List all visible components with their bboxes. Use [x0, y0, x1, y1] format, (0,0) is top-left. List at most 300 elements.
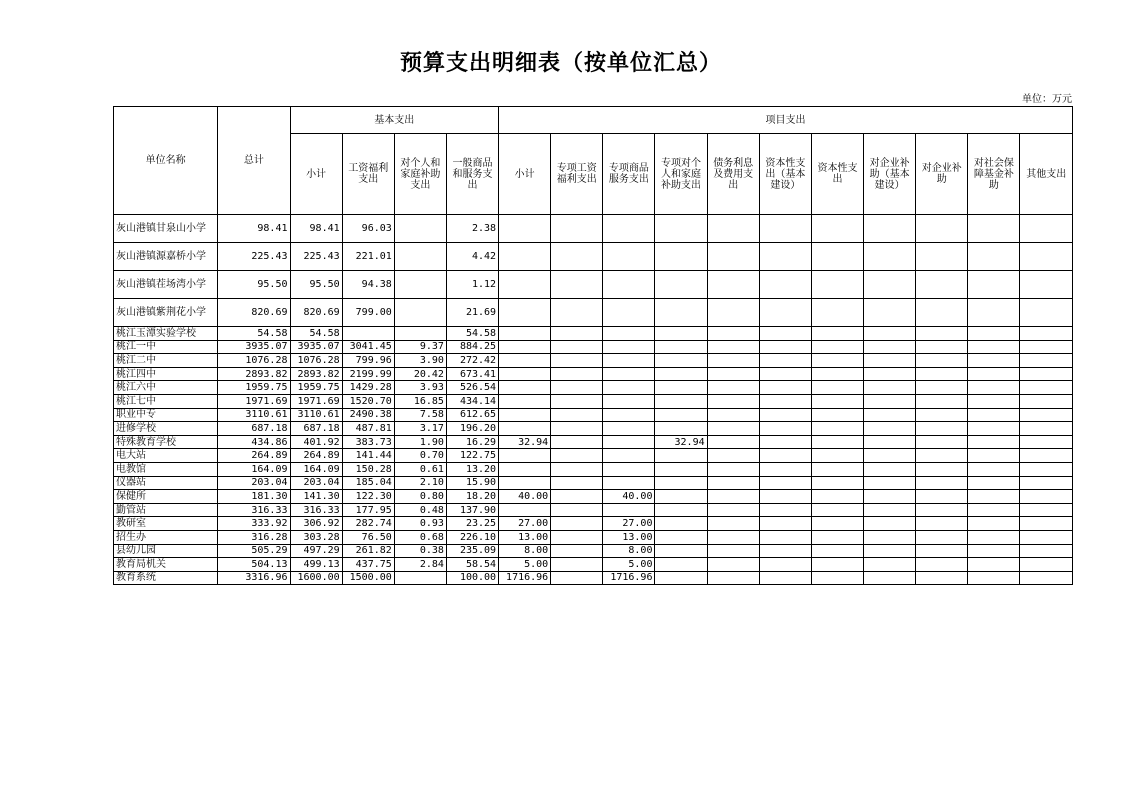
cell-value — [759, 340, 811, 354]
header-basic-goods-services: 一般商品和服务支出 — [446, 134, 498, 215]
cell-value — [864, 327, 916, 341]
header-project-household-subsidy: 专项对个人和家庭补助支出 — [655, 134, 707, 215]
cell-value: 3316.96 — [218, 571, 290, 585]
cell-value — [811, 435, 863, 449]
cell-value — [655, 354, 707, 368]
budget-table — [113, 106, 1073, 585]
cell-value: 7.58 — [394, 408, 446, 422]
cell-value: 1076.28 — [290, 354, 342, 368]
cell-value — [655, 327, 707, 341]
cell-value — [1020, 394, 1073, 408]
cell-value — [1020, 408, 1073, 422]
cell-value — [916, 215, 968, 243]
cell-value: 820.69 — [290, 299, 342, 327]
cell-value — [551, 490, 603, 504]
cell-value: 2490.38 — [342, 408, 394, 422]
cell-value — [342, 327, 394, 341]
header-project-debt-interest: 债务利息及费用支出 — [707, 134, 759, 215]
cell-value — [603, 408, 655, 422]
table-row — [114, 327, 1073, 341]
cell-value — [499, 367, 551, 381]
cell-value — [864, 558, 916, 572]
cell-value — [968, 449, 1020, 463]
cell-value: 225.43 — [218, 243, 290, 271]
cell-value — [707, 408, 759, 422]
cell-value: 316.33 — [218, 503, 290, 517]
cell-value: 264.89 — [218, 449, 290, 463]
cell-value: 8.00 — [499, 544, 551, 558]
cell-value: 0.70 — [394, 449, 446, 463]
cell-value: 3.17 — [394, 422, 446, 436]
cell-value: 0.48 — [394, 503, 446, 517]
cell-value — [655, 243, 707, 271]
cell-value: 303.28 — [290, 530, 342, 544]
cell-value: 185.04 — [342, 476, 394, 490]
cell-value: 2.84 — [394, 558, 446, 572]
cell-value — [864, 462, 916, 476]
cell-value — [968, 517, 1020, 531]
cell-value — [916, 394, 968, 408]
cell-value — [968, 571, 1020, 585]
cell-value: 54.58 — [446, 327, 498, 341]
cell-value — [707, 449, 759, 463]
cell-value — [759, 490, 811, 504]
table-row — [114, 422, 1073, 436]
cell-value — [603, 340, 655, 354]
cell-value — [707, 558, 759, 572]
cell-value — [499, 215, 551, 243]
cell-value: 505.29 — [218, 544, 290, 558]
cell-value — [707, 215, 759, 243]
cell-value: 401.92 — [290, 435, 342, 449]
table-body — [114, 215, 1073, 585]
cell-value — [1020, 462, 1073, 476]
cell-value: 137.90 — [446, 503, 498, 517]
cell-value — [811, 327, 863, 341]
table-row — [114, 243, 1073, 271]
table-row — [114, 340, 1073, 354]
cell-value — [968, 530, 1020, 544]
table-row — [114, 490, 1073, 504]
cell-value — [707, 490, 759, 504]
cell-value — [655, 394, 707, 408]
cell-value: 316.28 — [218, 530, 290, 544]
cell-value — [968, 327, 1020, 341]
cell-value — [759, 476, 811, 490]
cell-value — [655, 462, 707, 476]
cell-value: 526.54 — [446, 381, 498, 395]
cell-value: 58.54 — [446, 558, 498, 572]
cell-value: 0.61 — [394, 462, 446, 476]
cell-value — [1020, 271, 1073, 299]
cell-value — [1020, 558, 1073, 572]
cell-value — [864, 354, 916, 368]
cell-value: 499.13 — [290, 558, 342, 572]
cell-value — [655, 530, 707, 544]
cell-value — [811, 367, 863, 381]
cell-value: 94.38 — [342, 271, 394, 299]
cell-value: 1520.70 — [342, 394, 394, 408]
cell-value — [1020, 215, 1073, 243]
cell-value: 4.42 — [446, 243, 498, 271]
cell-value — [499, 299, 551, 327]
cell-value: 54.58 — [218, 327, 290, 341]
cell-value — [499, 271, 551, 299]
cell-unit-name: 灰山港镇源嘉桥小学 — [114, 243, 218, 271]
cell-value — [968, 299, 1020, 327]
cell-value — [707, 243, 759, 271]
cell-value — [603, 394, 655, 408]
cell-value: 3110.61 — [290, 408, 342, 422]
cell-value — [968, 243, 1020, 271]
cell-value — [603, 449, 655, 463]
cell-value — [968, 354, 1020, 368]
cell-value — [811, 354, 863, 368]
cell-value — [864, 422, 916, 436]
cell-value — [759, 571, 811, 585]
cell-value: 95.50 — [218, 271, 290, 299]
cell-value — [655, 558, 707, 572]
cell-value — [916, 476, 968, 490]
table-row — [114, 394, 1073, 408]
cell-value — [916, 243, 968, 271]
cell-value — [811, 462, 863, 476]
cell-value — [864, 517, 916, 531]
cell-value — [551, 327, 603, 341]
table-header — [114, 107, 1073, 215]
cell-value — [864, 503, 916, 517]
cell-value: 32.94 — [499, 435, 551, 449]
cell-value — [1020, 243, 1073, 271]
cell-value — [759, 354, 811, 368]
cell-value: 2893.82 — [290, 367, 342, 381]
cell-value — [759, 243, 811, 271]
cell-value: 264.89 — [290, 449, 342, 463]
cell-value — [551, 340, 603, 354]
cell-value — [916, 503, 968, 517]
cell-value: 177.95 — [342, 503, 394, 517]
cell-value: 1429.28 — [342, 381, 394, 395]
cell-value — [864, 476, 916, 490]
cell-value — [1020, 449, 1073, 463]
header-project-capital: 资本性支出 — [811, 134, 863, 215]
table-row — [114, 462, 1073, 476]
cell-value — [707, 544, 759, 558]
cell-value: 437.75 — [342, 558, 394, 572]
cell-value — [394, 327, 446, 341]
cell-value — [551, 271, 603, 299]
header-project-goods-services: 专项商品服务支出 — [603, 134, 655, 215]
cell-value — [1020, 367, 1073, 381]
cell-value — [864, 408, 916, 422]
cell-value: 3935.07 — [218, 340, 290, 354]
cell-value — [655, 367, 707, 381]
cell-value: 16.85 — [394, 394, 446, 408]
cell-value: 687.18 — [290, 422, 342, 436]
cell-value: 1600.00 — [290, 571, 342, 585]
cell-value — [655, 476, 707, 490]
cell-value — [864, 243, 916, 271]
cell-value — [759, 394, 811, 408]
cell-value: 5.00 — [603, 558, 655, 572]
cell-value: 2199.99 — [342, 367, 394, 381]
header-project-enterprise-subsidy: 对企业补助 — [916, 134, 968, 215]
cell-value — [551, 517, 603, 531]
cell-value: 40.00 — [499, 490, 551, 504]
cell-value — [968, 271, 1020, 299]
cell-value — [916, 449, 968, 463]
cell-unit-name: 电教馆 — [114, 462, 218, 476]
cell-value — [811, 408, 863, 422]
cell-value — [655, 299, 707, 327]
cell-value — [655, 408, 707, 422]
cell-value — [811, 571, 863, 585]
table-row — [114, 299, 1073, 327]
cell-unit-name: 电大站 — [114, 449, 218, 463]
cell-value — [916, 327, 968, 341]
cell-value — [968, 215, 1020, 243]
cell-value: 1500.00 — [342, 571, 394, 585]
cell-value: 8.00 — [603, 544, 655, 558]
cell-value — [655, 490, 707, 504]
cell-value: 383.73 — [342, 435, 394, 449]
cell-value — [603, 243, 655, 271]
cell-value — [968, 340, 1020, 354]
cell-value: 820.69 — [218, 299, 290, 327]
cell-value: 487.81 — [342, 422, 394, 436]
cell-value — [1020, 503, 1073, 517]
table-row — [114, 215, 1073, 243]
cell-value — [551, 381, 603, 395]
cell-value — [551, 394, 603, 408]
cell-unit-name: 教育局机关 — [114, 558, 218, 572]
cell-value — [394, 215, 446, 243]
cell-value — [551, 367, 603, 381]
cell-value — [499, 394, 551, 408]
cell-value: 27.00 — [499, 517, 551, 531]
cell-value — [707, 503, 759, 517]
cell-value — [916, 517, 968, 531]
cell-value — [811, 490, 863, 504]
cell-value — [655, 215, 707, 243]
table-row — [114, 449, 1073, 463]
cell-value — [759, 558, 811, 572]
cell-value — [916, 299, 968, 327]
cell-value — [759, 422, 811, 436]
cell-value — [759, 462, 811, 476]
cell-unit-name: 教研室 — [114, 517, 218, 531]
cell-value: 1716.96 — [499, 571, 551, 585]
cell-unit-name: 桃江六中 — [114, 381, 218, 395]
cell-value: 226.10 — [446, 530, 498, 544]
cell-value: 15.90 — [446, 476, 498, 490]
header-project-wages: 专项工资福利支出 — [551, 134, 603, 215]
cell-value — [707, 271, 759, 299]
cell-value — [499, 243, 551, 271]
cell-value — [968, 422, 1020, 436]
cell-value: 54.58 — [290, 327, 342, 341]
cell-value — [864, 381, 916, 395]
cell-value — [968, 367, 1020, 381]
cell-value — [968, 408, 1020, 422]
cell-value: 98.41 — [218, 215, 290, 243]
header-basic-household-subsidy: 对个人和家庭补助支出 — [394, 134, 446, 215]
cell-value — [968, 503, 1020, 517]
cell-value — [551, 558, 603, 572]
cell-value — [916, 558, 968, 572]
cell-value — [864, 367, 916, 381]
cell-value — [603, 215, 655, 243]
cell-value: 504.13 — [218, 558, 290, 572]
cell-value — [707, 530, 759, 544]
cell-value — [603, 462, 655, 476]
cell-value: 5.00 — [499, 558, 551, 572]
cell-value: 13.00 — [603, 530, 655, 544]
cell-value — [759, 435, 811, 449]
table-row — [114, 544, 1073, 558]
cell-value: 16.29 — [446, 435, 498, 449]
cell-value — [551, 243, 603, 271]
cell-value — [968, 544, 1020, 558]
cell-value — [394, 299, 446, 327]
cell-value: 150.28 — [342, 462, 394, 476]
cell-value — [499, 503, 551, 517]
cell-value — [655, 381, 707, 395]
cell-value: 306.92 — [290, 517, 342, 531]
cell-value: 2.38 — [446, 215, 498, 243]
header-basic-wages: 工资福利支出 — [342, 134, 394, 215]
unit-label: 单位：万元 — [1022, 94, 1072, 105]
cell-value — [811, 449, 863, 463]
cell-value: 95.50 — [290, 271, 342, 299]
table-row — [114, 558, 1073, 572]
cell-value — [603, 354, 655, 368]
cell-value: 434.86 — [218, 435, 290, 449]
cell-value: 13.20 — [446, 462, 498, 476]
cell-value — [968, 490, 1020, 504]
cell-value: 181.30 — [218, 490, 290, 504]
cell-value — [655, 503, 707, 517]
cell-value — [499, 476, 551, 490]
table-row — [114, 367, 1073, 381]
cell-value: 1076.28 — [218, 354, 290, 368]
cell-value — [916, 408, 968, 422]
cell-unit-name: 进修学校 — [114, 422, 218, 436]
cell-value — [811, 394, 863, 408]
cell-value — [864, 490, 916, 504]
cell-value — [1020, 381, 1073, 395]
cell-value — [759, 271, 811, 299]
cell-value — [551, 462, 603, 476]
cell-value — [499, 381, 551, 395]
cell-unit-name: 灰山港镇茬场湾小学 — [114, 271, 218, 299]
cell-value: 122.30 — [342, 490, 394, 504]
cell-value: 27.00 — [603, 517, 655, 531]
cell-value — [655, 271, 707, 299]
cell-value — [707, 354, 759, 368]
cell-value — [707, 422, 759, 436]
cell-value — [551, 503, 603, 517]
cell-value: 20.42 — [394, 367, 446, 381]
header-project-enterprise-construction: 对企业补助（基本建设） — [864, 134, 916, 215]
cell-unit-name: 桃江七中 — [114, 394, 218, 408]
cell-value — [655, 340, 707, 354]
header-project-capital-construction: 资本性支出（基本建设） — [759, 134, 811, 215]
cell-value: 673.41 — [446, 367, 498, 381]
cell-value: 1.12 — [446, 271, 498, 299]
cell-value: 141.44 — [342, 449, 394, 463]
cell-value: 221.01 — [342, 243, 394, 271]
table-row — [114, 517, 1073, 531]
cell-value: 1716.96 — [603, 571, 655, 585]
cell-value — [551, 476, 603, 490]
cell-value — [551, 544, 603, 558]
cell-value — [707, 394, 759, 408]
table-row — [114, 354, 1073, 368]
cell-value — [864, 299, 916, 327]
cell-value: 612.65 — [446, 408, 498, 422]
cell-value — [759, 299, 811, 327]
cell-value — [1020, 422, 1073, 436]
cell-value — [707, 517, 759, 531]
cell-value — [916, 340, 968, 354]
cell-value — [1020, 340, 1073, 354]
page-title: 预算支出明细表（按单位汇总） — [399, 50, 722, 76]
cell-value — [916, 571, 968, 585]
cell-value — [499, 422, 551, 436]
cell-value — [603, 327, 655, 341]
table-row — [114, 271, 1073, 299]
cell-value: 3110.61 — [218, 408, 290, 422]
cell-value — [864, 449, 916, 463]
cell-value — [916, 422, 968, 436]
cell-value — [499, 408, 551, 422]
cell-value — [1020, 544, 1073, 558]
cell-unit-name: 职业中专 — [114, 408, 218, 422]
cell-value — [394, 271, 446, 299]
cell-unit-name: 招生办 — [114, 530, 218, 544]
cell-value — [707, 367, 759, 381]
cell-value — [603, 503, 655, 517]
cell-value: 96.03 — [342, 215, 394, 243]
cell-value — [811, 381, 863, 395]
cell-value: 333.92 — [218, 517, 290, 531]
cell-value: 40.00 — [603, 490, 655, 504]
cell-value — [551, 215, 603, 243]
table-row — [114, 571, 1073, 585]
cell-value: 0.80 — [394, 490, 446, 504]
cell-value — [968, 394, 1020, 408]
cell-value — [551, 449, 603, 463]
cell-value — [707, 340, 759, 354]
cell-value — [811, 476, 863, 490]
cell-value — [759, 327, 811, 341]
cell-value — [1020, 476, 1073, 490]
cell-value — [968, 558, 1020, 572]
cell-value: 76.50 — [342, 530, 394, 544]
cell-value — [916, 354, 968, 368]
cell-value: 100.00 — [446, 571, 498, 585]
cell-value — [1020, 530, 1073, 544]
cell-value — [968, 476, 1020, 490]
cell-value — [811, 544, 863, 558]
cell-value — [916, 544, 968, 558]
table-row — [114, 476, 1073, 490]
cell-unit-name: 县幼儿园 — [114, 544, 218, 558]
cell-value: 0.93 — [394, 517, 446, 531]
cell-value — [864, 530, 916, 544]
cell-value — [1020, 571, 1073, 585]
